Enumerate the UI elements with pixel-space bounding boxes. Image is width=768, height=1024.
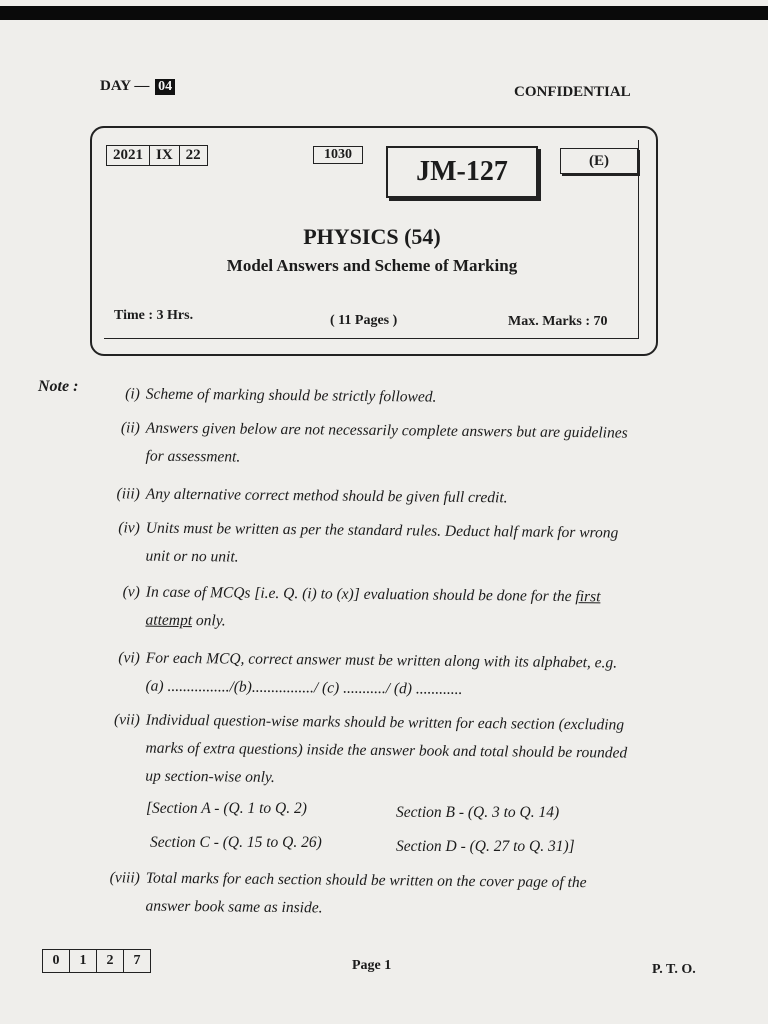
page-code-digit: 0 — [43, 950, 70, 972]
top-rule — [0, 6, 768, 20]
code-boxes — [106, 145, 208, 166]
note-text: Units must be written as per the standard rules. Deduct half mark for wrong unit or no unit. — [145, 519, 619, 566]
note-text: Individual question-wise marks should be written for each section (excluding marks of extra questions) inside the answer book and total should be rounded up section-wise only. — [145, 711, 628, 786]
code-num: 22 — [185, 147, 201, 163]
note-number: (viii) — [109, 869, 140, 887]
max-marks-label: Max. Marks : 70 — [508, 314, 608, 329]
note-text: Total marks for each section should be written on the cover page of the answer book same as inside. — [145, 869, 587, 917]
page-code-digit: 7 — [133, 953, 141, 968]
section-a: [Section A - (Q. 1 to Q. 2) — [146, 800, 307, 817]
page-number: Page 1 — [352, 958, 392, 973]
pages-label: ( 11 Pages ) — [330, 313, 398, 328]
note-text: Answers given below are not necessarily complete answers but are guidelines for assessment. — [145, 419, 628, 466]
medium-code: (E) — [560, 148, 638, 174]
section-c: Section C - (Q. 15 to Q. 26) — [150, 834, 322, 851]
day-text: DAY — — [100, 78, 150, 94]
note-text: Scheme of marking should be strictly followed. — [145, 385, 437, 406]
note-number: (iii) — [116, 485, 140, 503]
note-label: Note : — [38, 378, 79, 395]
note-number: (i) — [125, 385, 140, 403]
day-label — [100, 78, 175, 95]
note-number: (ii) — [120, 419, 140, 437]
paper-code: JM-127 — [386, 146, 538, 198]
confidential-label: CONFIDENTIAL — [514, 84, 631, 100]
subtitle: Model Answers and Scheme of Marking — [226, 256, 518, 275]
note-number: (vii) — [113, 711, 140, 729]
section-d: Section D - (Q. 27 to Q. 31)] — [396, 838, 575, 855]
first-attempt-text: first attempt — [145, 588, 601, 630]
note-number: (v) — [122, 583, 140, 601]
page-code-digit: 1 — [70, 950, 97, 972]
code-roman: IX — [150, 146, 180, 165]
page-code-boxes — [42, 949, 151, 973]
section-b: Section B - (Q. 3 to Q. 14) — [396, 804, 560, 821]
subject-title: PHYSICS (54) — [303, 224, 441, 249]
day-value: 04 — [155, 79, 175, 95]
note-text-part: only. — [191, 612, 226, 630]
note-number: (iv) — [118, 519, 140, 537]
note-number: (vi) — [118, 649, 140, 667]
code-year: 2021 — [107, 146, 150, 165]
time-label: Time : 3 Hrs. — [114, 308, 194, 323]
code-number: 1030 — [313, 146, 363, 164]
pto-label: P. T. O. — [652, 962, 696, 977]
page-code-digit: 2 — [97, 950, 124, 972]
note-text — [145, 579, 630, 640]
note-text: For each MCQ, correct answer must be written along with its alphabet, e.g. (a) ................/(b)................/ (c) .........../ (d) ............ — [145, 649, 618, 698]
note-text-part: In case of MCQs [i.e. Q. (i) to (x)] evaluation should be done for the — [145, 583, 576, 606]
note-text: Any alternative correct method should be given full credit. — [145, 485, 508, 507]
